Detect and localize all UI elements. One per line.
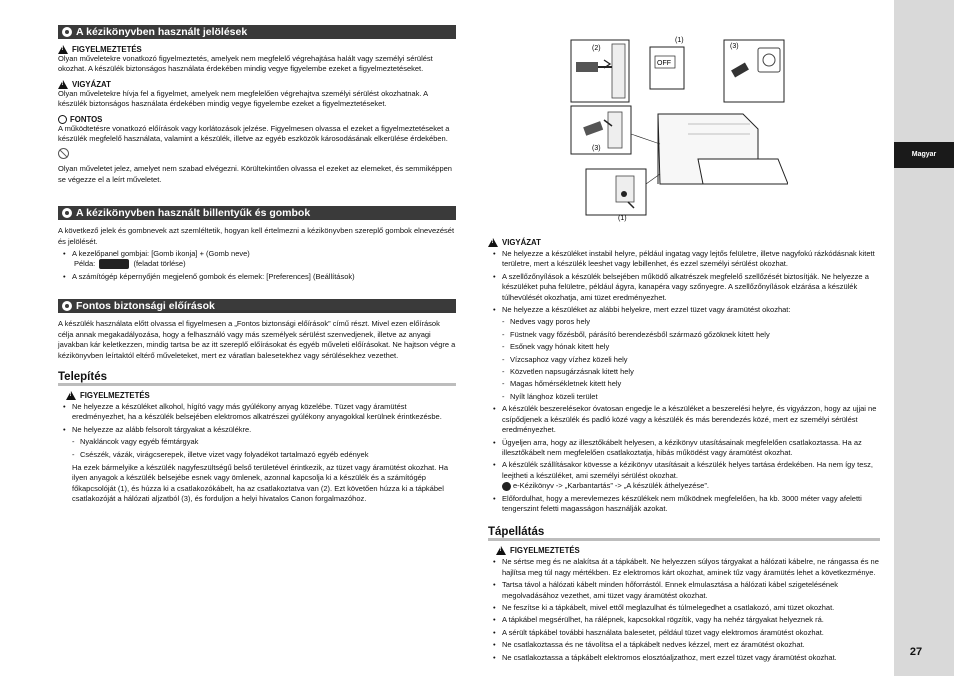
list-item: • Ne helyezze a készüléket az alábbi helyekre, mert ezzel tüzet vagy áramütést okozhat: [488,305,880,315]
callout-1-top: (1) [675,37,684,44]
list-item: • Ne feszítse ki a tápkábelt, mivel ettől meglazulhat és túlmelegedhet a csatlakozó, ami tüzet okozhat. [488,603,880,613]
section-bar-keys [58,206,456,220]
side-tab-strip [894,0,954,676]
important-text: A működtetésre vonatkozó előírások vagy korlátozások jelzése. Figyelmesen olvassa el ezeket a figyelmeztetéseket a készülék megfelelő használata, valamint a készülék, illetve az egyéb eszközök károsodásának elkerülése érdekében. [58,123,450,144]
section-title: Fontos biztonsági előírások [76,300,215,313]
off-label: OFF [657,60,671,67]
warning-triangle-icon [66,391,76,400]
power-warning-label: ! FIGYELMEZTETÉS [496,546,880,555]
keys-intro: A következő jelek és gombnevek azt szemléltetik, hogyan kell értelmezni a kézikönyvben szereplő gombok elnevezését és jelölését. [58,226,455,246]
callout-3-top: (3) [730,43,739,50]
warning-triangle-icon [496,546,506,555]
heading-installation: Telepítés [58,371,456,386]
heading-power-supply: Tápellátás [488,526,880,541]
list-item: • Ne helyezze az alább felsorolt tárgyakat a készülékre. [58,425,456,435]
language-tab[interactable]: Magyar [894,142,954,168]
gear-icon [62,27,72,37]
list-item: - Magas hőmérsékletnek kitett hely [488,379,880,389]
section-bar-symbols [58,25,456,39]
page-number: 27 [909,646,923,658]
list-item: • A számítógép képernyőjén megjelenő gombok és elemek: [Preferences] (Beállítások) [58,272,456,282]
list-item: • Ne sértse meg és ne alakítsa át a tápkábelt. Ne helyezzen súlyos tárgyakat a hálózati kábelre, ne rángassa és ne hajlítsa meg túl nagy mértékben. Ez elektromos kárt okozhat, aminek tűz vagy áramütés lehet a következménye. [488,557,880,578]
caution-list [488,249,880,514]
caution-triangle-icon [58,80,68,89]
manual-reference: e-Kézikönyv -> „Karbantartás” -> „A készülék áthelyezése”. [488,481,880,491]
power-switch-icon [621,191,627,197]
stop-key-icon [99,259,129,269]
section-title: A kézikönyvben használt jelölések [76,26,248,38]
list-item: - Nyílt lánghoz közeli terület [488,392,880,402]
right-column [488,238,880,663]
keys-list [58,249,456,282]
power-list [488,557,880,663]
list-item: - Nyakláncok vagy egyéb fémtárgyak [58,437,456,447]
list-item: • Ne helyezze a készüléket alkohol, hígító vagy más gyúlékony anyag közelébe. Tüzet vagy áramütést eredményezhet, ha a készülék belsejében elektromos alkatrészei gyúlékony anyagokkal kerülnek érintkezésbe. [58,402,456,423]
important-circle-icon [58,115,67,124]
callout-1-bottom: (1) [618,215,627,222]
list-item: • Előfordulhat, hogy a merevlemezes készülékek nem működnek megfelelően, ha kb. 3000 méter vagy afeletti tengerszint feletti magasságon használják azokat. [488,494,880,515]
callout-2: (2) [592,45,601,52]
caution-label: ! VIGYÁZAT [58,80,456,89]
prohibited-icon [58,148,69,159]
list-item: - Füstnek vagy főzésből, párásító berendezésből származó gőzöknek kitett hely [488,330,880,340]
caution-label-right: ! VIGYÁZAT [488,238,880,247]
caution-triangle-icon [488,238,498,247]
paper-tray [698,159,788,184]
caution-text: Olyan műveletekre hívja fel a figyelmet, amelyek nem megfelelően végrehajtva személyi sérülést okozhatnak. A készülék biztonságos használata érdekében mindig vegye figyelembe ezeket a figyelmeztetéseket. [58,88,428,109]
list-item: • Ne csatlakoztassa a tápkábelt elektromos elosztóaljzathoz, mert ezzel tüzet vagy áramütést okozhat. [488,653,880,663]
callout-3-bottom: (3) [592,145,601,152]
install-list [58,402,456,505]
list-item: • A készülék szállításakor kövesse a kézikönyv utasításait a készülék helyes tartása érdekében. Ha nem így tesz, leejtheti a készüléket, ami személyi sérülést okozhat. [488,460,880,481]
gear-icon [62,301,72,311]
list-item: • A tápkábel megsérülhet, ha rálépnek, kapcsokkal rögzítik, vagy ha nehéz tárgyakat helyeznek rá. [488,615,880,625]
list-item: • Tartsa távol a hálózati kábelt minden hőforrástól. Ennek elmulasztása a hálózati kábel szigetelésének megolvadásához vezethet, ami tüzet vagy áramütést okozhat. [488,580,880,601]
list-item: • Ügyeljen arra, hogy az illesztőkábelt helyesen, a kézikönyv utasításainak megfelelően csatlakoztassa. Ha az illesztőkábelt nem megfelelően csatlakoztatja, hibás működést vagy áramütést okozhat. [488,438,880,459]
install-warning-label: ! FIGYELMEZTETÉS [66,391,456,400]
key-example: Példa: (feladat törlése) [74,259,186,269]
list-item: - Vízcsaphoz vagy vízhez közeli hely [488,355,880,365]
list-item: • Ne csatlakoztassa és ne távolítsa el a tápkábelt nedves kézzel, mert ez áramütést okozhat. [488,640,880,650]
prohibit-text: Olyan műveletet jelez, amelyet nem szabad elvégezni. Körültekintően olvassa el ezeket az elemeket, és semmiképpen se végezze el a leírt műveletet. [58,164,452,184]
list-item: - Közvetlen napsugárzásnak kitett hely [488,367,880,377]
warning-text: Olyan műveletekre vonatkozó figyelmeztetés, amelyek nem megfelelő végrehajtása halált vagy személyi sérülést okozhat. A készülék biztonságos használata érdekében mindig vegye figyelembe ezeket a figyelmeztetéseket. [58,54,433,74]
install-tail: Ha ezek bármelyike a készülék nagyfeszültségű belső területével érintkezik, az tüzet vagy áramütést okozhat. Ha ilyen anyagok a készülék belsejébe esnek vagy ömlenek, azonnal kapcsolja ki a készülék és a számítógép főkapcsolóját (1), és húzza ki a csatlakozókábelt, ha az csatlakoztatva van (2). Ezt követően húzza ki a tápkábel csatlakozóját a hálózati aljzatból (3), és forduljon a helyi hivatalos Canon forgalmazóhoz. [72,462,449,504]
list-item: - Csészék, vázák, virágcserepek, illetve vizet vagy folyadékot tartalmazó egyéb edények [58,450,456,460]
gear-icon [62,208,72,218]
list-item: • Ne helyezze a készüléket instabil helyre, például ingatag vagy lejtős felületre, illetve nagyfokú rázkódásnak kitett területre, mert a készülék leeshet vagy lebillenhet, és ezzel személyi sérülést okozhat. [488,249,880,270]
list-item: - Esőnek vagy hónak kitett hely [488,342,880,352]
important-label: FONTOS [58,115,456,124]
list-item: • A kezelőpanel gombjai: [Gomb ikonja] + (Gomb neve) [58,249,456,259]
left-column [58,25,456,505]
e-manual-icon [502,482,511,491]
safety-text: A készülék használata előtt olvassa el figyelmesen a „Fontos biztonsági előírások” című részt. Mivel ezen előírások célja annak megakadályozása, hogy a felhasználó vagy más személyek sérülést szenvedjenek, illetve az anyagi javakban kár keletkezzen, mindig tartsa be az itt szereplő előírásokat és egyéb műveleti előírásokat. Ne hajtson végre a kézikönyvben leírtaktól eltérő műveleteket, mert ez váratlan balesetekhez vagy sérülésekhez vezethet. [58,319,456,360]
warning-label: ! FIGYELMEZTETÉS [58,45,456,54]
list-item: • A készülék beszerelésekor óvatosan engedje le a készüléket a beszerelési helyre, és vigyázzon, hogy az ujjai ne csípődjenek a készülék és padló közé vagy a készülék és más berendezés közé, mert ez személyi sérülést eredményezhet. [488,404,880,435]
warning-triangle-icon [58,45,68,54]
section-bar-safety [58,299,456,313]
list-item: • A szellőzőnyílások a készülék belsejében működő alkatrészek megfelelő szellőzését biztosítják. Ne helyezze a készüléket puha felületre, például ágyra, kanapéra vagy szőnyegre. A szellőzőnyílások elzárása a készülék túlhevülését okozhatja, ami tüzet eredményezhet. [488,272,880,303]
section-title: A kézikönyvben használt billentyűk és gombok [76,207,311,220]
list-item: • A sérült tápkábel további használata balesetet, például tüzet vagy elektromos áramütést okozhat. [488,628,880,638]
printer-connection-illustration [568,34,788,229]
list-item: - Nedves vagy poros hely [488,317,880,327]
usb-cable-icon [576,62,598,72]
